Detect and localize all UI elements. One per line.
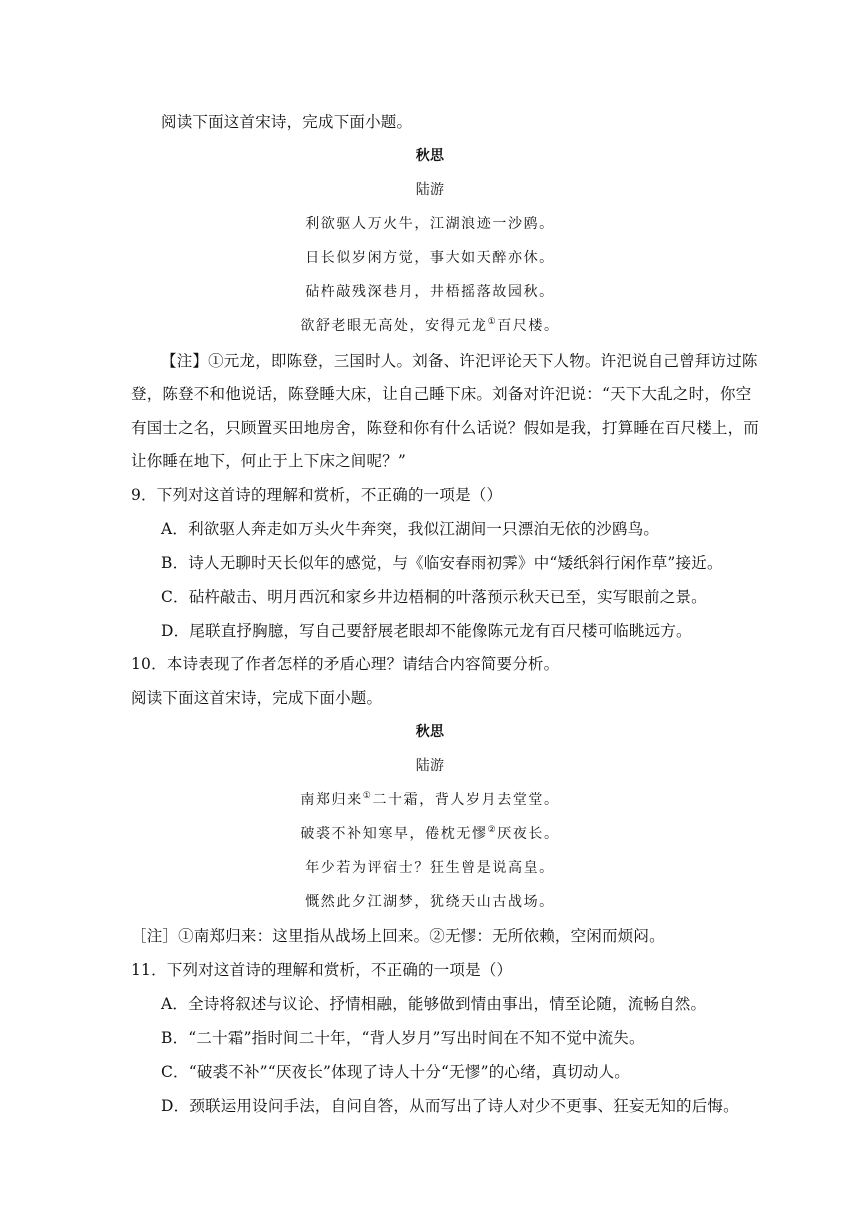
question-9-option-d: D．尾联直抒胸臆，写自己要舒展老眼却不能像陈元龙有百尺楼可临眺远方。 (161, 622, 692, 640)
poem1-verse-3: 砧杵敲残深巷月，井梧摇落故园秋。 (305, 284, 555, 300)
question-11-option-a: A．全诗将叙述与议论、抒情相融，能够做到情由事出，情至论随，流畅自然。 (161, 995, 707, 1013)
poem2-verse-2: 破裘不补知寒早，倦枕无憀②厌夜长。 (300, 825, 560, 842)
question-9-option-b: B．诗人无聊时天长似年的感觉，与《临安春雨初霁》中“矮纸斜行闲作草”接近。 (161, 554, 723, 572)
poem1-author: 陆游 (415, 182, 445, 198)
question-11-stem: 11．下列对这首诗的理解和赏析，不正确的一项是（） (131, 961, 513, 979)
question-9-option-c: C．砧杵敲击、明月西沉和家乡井边梧桐的叶落预示秋天已至，实写眼前之景。 (161, 588, 707, 606)
footnote-marker: ① (362, 791, 373, 801)
poem1-verse-1: 利欲驱人万火牛，江湖浪迹一沙鸥。 (305, 216, 555, 232)
poem2-note: ［注］①南郑归来：这里指从战场上回来。②无憀：无所依赖，空闲而烦闷。 (131, 927, 665, 945)
question-9-stem: 9．下列对这首诗的理解和赏析，不正确的一项是（） (131, 486, 503, 504)
question-9-option-a: A．利欲驱人奔走如万头火牛奔突，我似江湖间一只漂泊无依的沙鸥鸟。 (161, 520, 660, 538)
poem1-note-line-3: 有国士之名，只顾置买田地房舍，陈登和你有什么话说？假如是我，打算睡在百尺楼上，而 (131, 419, 760, 437)
poem1-note-line-4: 让你睡在地下，何止于上下床之间呢？” (131, 452, 407, 470)
question-11-option-b: B．“二十霜”指时间二十年，“背人岁月”写出时间在不知不觉中流失。 (161, 1029, 645, 1047)
question-10: 10．本诗表现了作者怎样的矛盾心理？请结合内容简要分析。 (131, 655, 560, 673)
poem1-note-line-2: 登，陈登不和他说话，陈登睡大床，让自己睡下床。刘备对许汜说：“天下大乱之时，你空 (131, 385, 752, 403)
section1-intro: 阅读下面这首宋诗，完成下面小题。 (161, 113, 413, 131)
question-11-option-d: D．颈联运用设问手法，自问自答，从而写出了诗人对少不更事、狂妄无知的后悔。 (161, 1097, 739, 1115)
poem1-verse-2: 日长似岁闲方觉，事大如天醉亦休。 (305, 250, 555, 266)
poem2-verse-4: 慨然此夕江湖梦，犹绕天山古战场。 (305, 894, 555, 910)
poem2-verse-1: 南郑归来①二十霜，背人岁月去堂堂。 (300, 791, 560, 808)
poem1-note-line-1: 【注】①元龙，即陈登，三国时人。刘备、许汜评论天下人物。许汜说自己曾拜访过陈 (161, 352, 758, 370)
footnote-marker: ① (487, 317, 498, 327)
question-11-option-c: C．“破裘不补”“厌夜长”体现了诗人十分“无憀”的心绪，真切动人。 (161, 1063, 631, 1081)
section2-intro: 阅读下面这首宋诗，完成下面小题。 (131, 689, 383, 707)
footnote-marker: ② (487, 825, 498, 835)
poem2-verse-3: 年少若为评宿士？狂生曾是说高皇。 (305, 860, 555, 876)
poem2-author: 陆游 (415, 758, 445, 774)
poem1-title: 秋思 (415, 148, 445, 164)
poem1-verse-4: 欲舒老眼无高处，安得元龙①百尺楼。 (300, 317, 560, 334)
poem2-title: 秋思 (415, 724, 445, 740)
